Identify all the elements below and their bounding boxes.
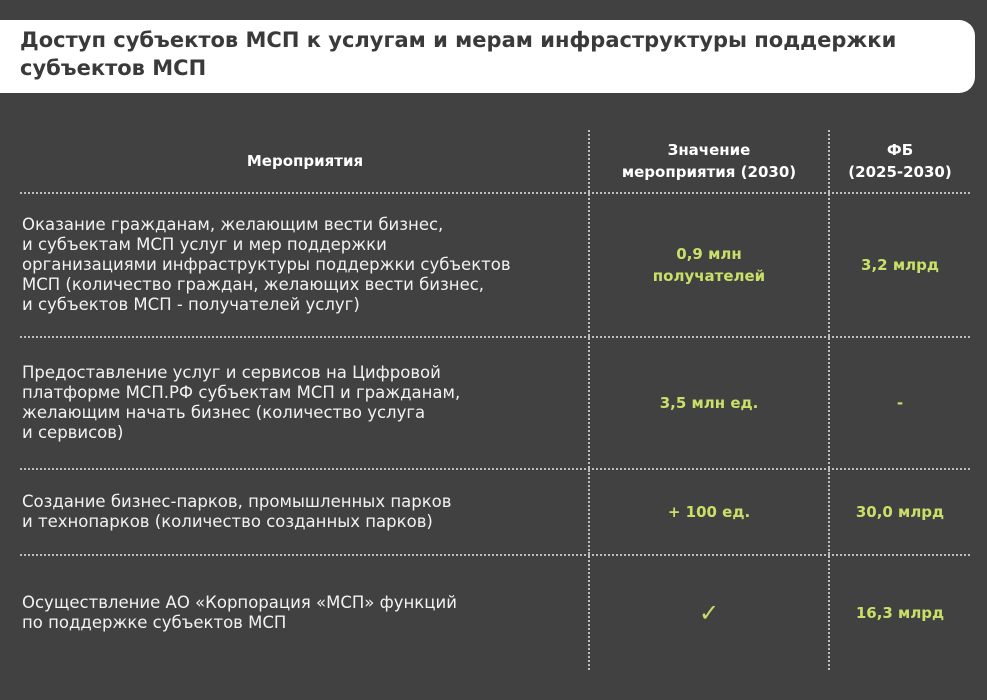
desc-line: желающим начать бизнес (количество услуга bbox=[22, 403, 426, 422]
header-fb bbox=[828, 130, 970, 192]
row-value bbox=[588, 470, 828, 554]
row-fb: 3,2 млрд bbox=[828, 194, 970, 336]
row-description bbox=[20, 363, 588, 443]
page-title bbox=[20, 26, 955, 82]
row-value bbox=[588, 194, 828, 336]
value-line: + 100 ед. bbox=[667, 503, 751, 521]
desc-line: и субъектам МСП услуг и мер поддержки bbox=[22, 235, 387, 254]
value-line: 0,9 млн bbox=[676, 245, 742, 263]
header-fb-line-2: (2025-2030) bbox=[848, 163, 952, 181]
page-title-line-2: субъектов МСП bbox=[20, 56, 207, 80]
desc-line: Оказание гражданам, желающим вести бизнес, bbox=[22, 215, 444, 234]
desc-line: Предоставление услуг и сервисов на Цифровой bbox=[22, 363, 441, 382]
table-row bbox=[20, 192, 970, 336]
desc-line: и субъектов МСП - получателей услуг) bbox=[22, 295, 360, 314]
desc-line: по поддержке субъектов МСП bbox=[22, 613, 287, 632]
desc-line: Создание бизнес-парков, промышленных парков bbox=[22, 492, 452, 511]
table-header-row bbox=[20, 130, 970, 192]
desc-line: и технопарков (количество созданных парков) bbox=[22, 512, 433, 531]
measures-table bbox=[20, 130, 970, 670]
desc-line: МСП (количество граждан, желающих вести бизнес, bbox=[22, 275, 485, 294]
table-row bbox=[20, 468, 970, 554]
row-value bbox=[588, 556, 828, 670]
desc-line: и сервисов) bbox=[22, 423, 124, 442]
page-title-line-1: Доступ субъектов МСП к услугам и мерам инфраструктуры поддержки bbox=[20, 28, 897, 52]
header-value-line-2: мероприятия (2030) bbox=[621, 163, 797, 181]
row-description bbox=[20, 215, 588, 315]
value-line: 3,5 млн ед. bbox=[659, 394, 759, 412]
desc-line: платформе МСП.РФ субъектам МСП и гражданам, bbox=[22, 383, 461, 402]
desc-line: Осуществление АО «Корпорация «МСП» функций bbox=[22, 593, 457, 612]
row-value bbox=[588, 338, 828, 468]
row-fb: - bbox=[828, 338, 970, 468]
row-description bbox=[20, 593, 588, 633]
value-line: получателей bbox=[652, 267, 766, 285]
row-fb: 16,3 млрд bbox=[828, 556, 970, 670]
checkmark-icon: ✓ bbox=[698, 599, 720, 627]
header-value-line-1: Значение bbox=[667, 141, 751, 159]
table-row bbox=[20, 554, 970, 670]
title-banner bbox=[0, 20, 975, 93]
header-value bbox=[588, 130, 828, 192]
header-fb-line-1: ФБ bbox=[886, 141, 914, 159]
table-row bbox=[20, 336, 970, 468]
header-measures: Мероприятия bbox=[246, 152, 364, 170]
row-description bbox=[20, 492, 588, 532]
desc-line: организациями инфраструктуры поддержки субъектов bbox=[22, 255, 511, 274]
row-fb: 30,0 млрд bbox=[828, 470, 970, 554]
